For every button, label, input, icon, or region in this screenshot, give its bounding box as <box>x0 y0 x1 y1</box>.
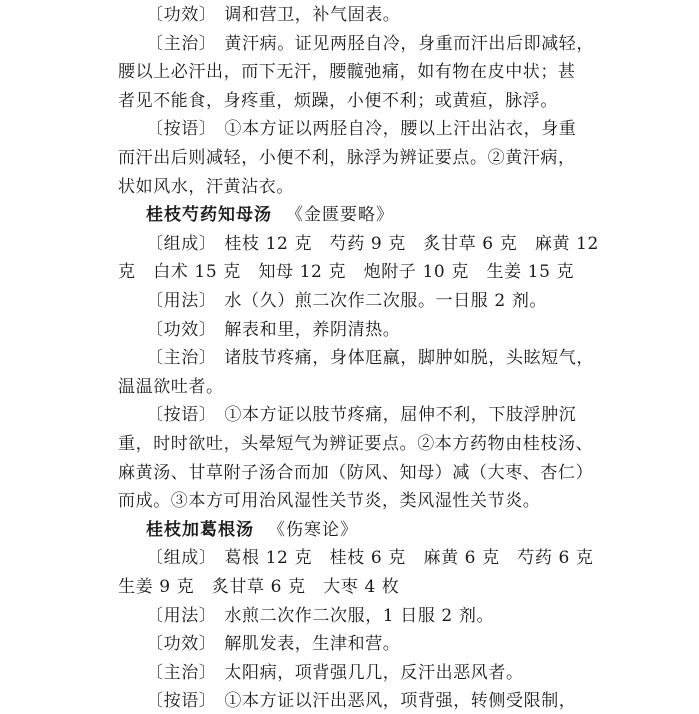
body-text: 状如风水，汗黄沾衣。 <box>118 176 294 197</box>
body-text: 水（久）煎二次作二次服。一日服 2 剂。 <box>224 291 548 311</box>
body-text: 而成。③本方可用治风湿性关节炎，类风湿性关节炎。 <box>118 491 541 512</box>
section-line <box>146 288 685 314</box>
section-label: 〔主治〕 <box>146 33 217 54</box>
section-label: 〔按语〕 <box>146 119 217 140</box>
section-label: 〔组成〕 <box>146 548 217 569</box>
section-label: 〔功效〕 <box>146 319 217 340</box>
section-line <box>146 231 685 257</box>
continuation-line <box>118 88 685 114</box>
body-text: 腰以上必汗出，而下无汗，腰髋弛痛，如有物在皮中状；甚 <box>118 62 576 83</box>
body-text: 麻黄汤、甘草附子汤合而加（防风、知母）减（大枣、杏仁） <box>118 462 594 483</box>
body-text: 黄汗病。证见两胫自冷，身重而汗出后即减轻， <box>224 33 595 54</box>
section-label: 〔组成〕 <box>146 233 217 254</box>
continuation-line <box>118 460 685 486</box>
section-line <box>146 660 685 686</box>
body-text: ①本方证以肢节疼痛，屈伸不利，下肢浮肿沉 <box>224 405 577 426</box>
continuation-line <box>118 431 685 457</box>
continuation-line <box>118 59 685 85</box>
body-text: 克 白术 15 克 知母 12 克 炮附子 10 克 生姜 15 克 <box>118 262 575 283</box>
continuation-line <box>118 488 685 514</box>
formula-title <box>146 517 685 543</box>
section-label: 〔用法〕 <box>146 605 217 626</box>
body-text: 生姜 9 克 炙甘草 6 克 大枣 4 枚 <box>118 577 400 597</box>
body-text: 重，时时欲吐，头晕短气为辨证要点。②本方药物由桂枝汤、 <box>118 434 594 454</box>
section-line <box>146 631 685 657</box>
body-text: 而汗出后则减轻，小便不利，脉浮为辨证要点。②黄汗病， <box>118 148 576 168</box>
section-label: 〔主治〕 <box>146 662 217 683</box>
section-line <box>146 116 685 142</box>
continuation-line <box>118 145 685 171</box>
body-text: 调和营卫，补气固表。 <box>224 5 401 25</box>
section-line <box>146 688 685 714</box>
section-line <box>146 545 685 571</box>
continuation-line <box>118 259 685 285</box>
section-label: 〔按语〕 <box>146 405 217 426</box>
body-text: 温温欲吐者。 <box>118 376 224 397</box>
section-line <box>146 345 685 371</box>
body-text: ①本方证以两胫自冷，腰以上汗出沾衣，身重 <box>224 119 577 140</box>
section-label: 〔用法〕 <box>146 291 217 311</box>
section-line <box>146 402 685 428</box>
body-text: 葛根 12 克 桂枝 6 克 麻黄 6 克 芍药 6 克 <box>224 548 594 569</box>
continuation-line <box>118 174 685 200</box>
body-text: 解表和里，养阴清热。 <box>224 319 401 340</box>
section-line <box>146 2 685 28</box>
section-line <box>146 317 685 343</box>
section-label: 〔按语〕 <box>146 691 217 712</box>
formula-title <box>146 202 685 228</box>
section-line <box>146 31 685 57</box>
section-label: 〔功效〕 <box>146 634 217 655</box>
formula-name: 桂枝芍药知母汤 <box>146 205 272 226</box>
body-text: 水煎二次作二次服，1 日服 2 剂。 <box>224 605 495 626</box>
formula-source: 《金匮要略》 <box>286 205 394 226</box>
body-text: 者见不能食，身疼重，烦躁，小便不利；或黄疸，脉浮。 <box>118 90 558 111</box>
continuation-line <box>118 574 685 600</box>
section-label: 〔功效〕 <box>146 5 217 25</box>
body-text: 桂枝 12 克 芍药 9 克 炙甘草 6 克 麻黄 12 <box>224 233 599 254</box>
body-text: 太阳病，项背强几几，反汗出恶风者。 <box>224 662 524 683</box>
section-line <box>146 603 685 629</box>
body-text: ①本方证以汗出恶风，项背强，转侧受限制， <box>224 691 577 712</box>
continuation-line <box>118 374 685 400</box>
section-label: 〔主治〕 <box>146 348 217 369</box>
formula-source: 《伤寒论》 <box>268 519 358 540</box>
formula-name: 桂枝加葛根汤 <box>146 519 254 540</box>
body-text: 诸肢节疼痛，身体尫羸，脚肿如脱，头眩短气， <box>224 348 595 369</box>
body-text: 解肌发表，生津和营。 <box>224 634 401 655</box>
